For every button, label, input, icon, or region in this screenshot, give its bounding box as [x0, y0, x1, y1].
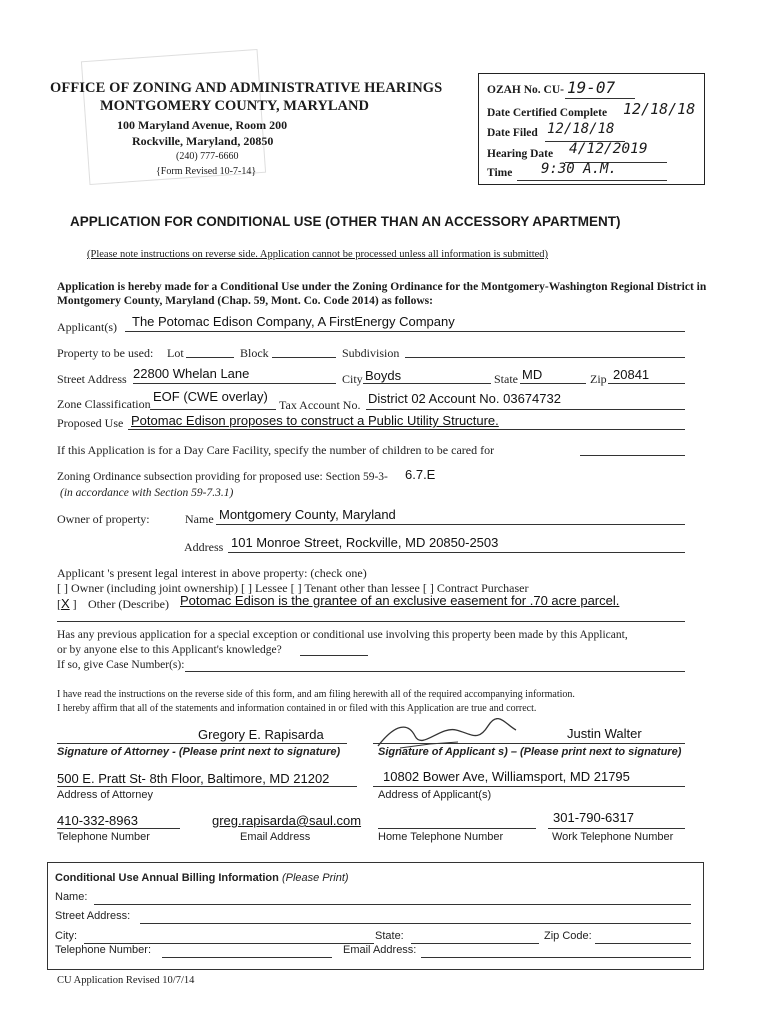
form-title: APPLICATION FOR CONDITIONAL USE (OTHER THAN AN ACCESSORY APARTMENT): [70, 214, 621, 229]
tax-account-label: Tax Account No.: [279, 398, 361, 412]
billing-info-box: [47, 862, 704, 970]
date-filed-label: Date Filed: [487, 127, 538, 139]
office-title: OFFICE OF ZONING AND ADMINISTRATIVE HEARINGS: [50, 80, 443, 96]
zip-value[interactable]: 20841: [613, 367, 650, 382]
applicant-address-caption: Address of Applicant(s): [378, 789, 492, 801]
city-label: City: [342, 372, 363, 386]
phone-caption: Telephone Number: [57, 831, 150, 843]
applicant-signature-caption: Signature of Applicant s) – (Please print next to signature): [378, 746, 682, 758]
time-value: 9:30 A.M.: [541, 161, 617, 177]
office-address-line2: Rockville, Maryland, 20850: [132, 134, 274, 148]
previous-application-question: Has any previous application for a special exception or conditional use involving this property been made by this Applicant,: [57, 629, 628, 641]
billing-title: Conditional Use Annual Billing Information (Please Print): [55, 872, 349, 884]
attorney-address-caption: Address of Attorney: [57, 789, 153, 801]
attorney-signature-caption: Signature of Attorney - (Please print next to signature): [57, 746, 341, 758]
previous-application-question-2: or by anyone else to this Applicant's knowledge?: [57, 644, 282, 656]
county-title: MONTGOMERY COUNTY, MARYLAND: [100, 98, 369, 114]
subdivision-label: Subdivision: [342, 346, 400, 360]
work-phone-value[interactable]: 301-790-6317: [553, 810, 634, 825]
billing-city-label: City:: [55, 930, 77, 942]
city-value[interactable]: Boyds: [365, 368, 402, 383]
hearing-date-label: Hearing Date: [487, 148, 554, 160]
instructions-note: (Please note instructions on reverse side. Application cannot be processed unless all information is submitted): [87, 249, 549, 260]
billing-street-label: Street Address:: [55, 910, 131, 922]
state-value[interactable]: MD: [522, 367, 543, 382]
zone-classification-label: Zone Classification: [57, 397, 151, 411]
billing-zip-field[interactable]: [595, 943, 691, 944]
billing-state-field[interactable]: [411, 943, 539, 944]
attorney-printed-name[interactable]: Gregory E. Rapisarda: [198, 727, 324, 742]
day-care-question: If this Application is for a Day Care Facility, specify the number of children to be cared for: [57, 443, 495, 457]
zoning-subsection-value[interactable]: 6.7.E: [405, 467, 436, 482]
billing-street-field[interactable]: [140, 923, 691, 924]
ozah-no-value: 19-07: [567, 78, 616, 97]
billing-phone-field[interactable]: [162, 957, 332, 958]
ozah-info-box: [478, 73, 705, 185]
intro-paragraph: Application is hereby made for a Conditional Use under the Zoning Ordinance for the Montgomery-Washington Regional District in Montgomery County, Maryland (Chap. 59, Mont. Co. Code 2014) as follows:: [57, 281, 707, 307]
applicant-address-value[interactable]: 10802 Bower Ave, Williamsport, MD 21795: [383, 769, 630, 784]
other-checkbox[interactable]: [X ]: [57, 596, 77, 611]
date-certified-value: 12/18/18: [623, 100, 696, 118]
applicant-label: Applicant(s): [57, 320, 117, 334]
attorney-address-value[interactable]: 500 E. Pratt St- 8th Floor, Baltimore, MD 21202: [57, 771, 330, 786]
owner-label: Owner of property:: [57, 512, 150, 526]
billing-state-label: State:: [375, 930, 404, 942]
date-filed-value: 12/18/18: [547, 121, 615, 137]
billing-name-label: Name:: [55, 891, 88, 903]
lot-label: Lot: [167, 346, 184, 360]
received-stamp: [81, 49, 266, 185]
home-phone-caption: Home Telephone Number: [378, 831, 504, 843]
legal-interest-options[interactable]: [ ] Owner (including joint ownership) [ ] Lessee [ ] Tenant other than lessee [ ] Contract Purchaser: [57, 581, 529, 595]
street-address-value[interactable]: 22800 Whelan Lane: [133, 366, 250, 381]
applicant-value[interactable]: The Potomac Edison Company, A FirstEnergy Company: [132, 314, 455, 329]
other-checkbox-mark: X: [61, 596, 70, 611]
owner-name-label: Name: [185, 512, 214, 526]
billing-email-label: Email Address:: [343, 944, 417, 956]
proposed-use-value[interactable]: Potomac Edison proposes to construct a Public Utility Structure.: [131, 413, 499, 428]
street-address-label: Street Address: [57, 372, 127, 386]
owner-name-value[interactable]: Montgomery County, Maryland: [219, 507, 396, 522]
form-revised: {Form Revised 10-7-14}: [156, 166, 257, 177]
zip-label: Zip: [590, 372, 607, 386]
hearing-date-value: 4/12/2019: [569, 141, 648, 157]
footer-revision: CU Application Revised 10/7/14: [57, 975, 195, 986]
office-phone: (240) 777-6660: [176, 151, 239, 162]
applicant-printed-name[interactable]: Justin Walter: [567, 726, 642, 741]
affirmation-line1: I have read the instructions on the reverse side of this form, and am filing herewith all of the required accompanying information.: [57, 689, 575, 700]
other-describe-label: Other (Describe): [88, 597, 169, 611]
legal-interest-label: Applicant 's present legal interest in above property: (check one): [57, 566, 367, 580]
billing-name-field[interactable]: [94, 904, 691, 905]
block-label: Block: [240, 346, 269, 360]
billing-email-field[interactable]: [421, 957, 691, 958]
state-label: State: [494, 372, 518, 386]
proposed-use-label: Proposed Use: [57, 416, 124, 430]
email-caption: Email Address: [240, 831, 311, 843]
attorney-email-value[interactable]: greg.rapisarda@saul.com: [212, 813, 362, 828]
ozah-no-label: OZAH No. CU-: [487, 84, 564, 96]
owner-address-value[interactable]: 101 Monroe Street, Rockville, MD 20850-2503: [231, 535, 499, 550]
zone-classification-value[interactable]: EOF (CWE overlay): [153, 389, 268, 404]
billing-title-note: (Please Print): [281, 872, 349, 884]
date-certified-label: Date Certified Complete: [487, 107, 608, 119]
billing-zip-label: Zip Code:: [544, 930, 592, 942]
billing-phone-label: Telephone Number:: [55, 944, 152, 956]
other-describe-value[interactable]: Potomac Edison is the grantee of an exclusive easement for .70 acre parcel.: [180, 593, 620, 608]
property-label: Property to be used:: [57, 346, 154, 360]
affirmation-line2: I hereby affirm that all of the statements and information contained in or filed with this Application are true and correct.: [57, 703, 537, 714]
office-address-line1: 100 Maryland Avenue, Room 200: [117, 118, 288, 132]
owner-address-label: Address: [184, 540, 224, 554]
time-label: Time: [487, 167, 513, 179]
tax-account-value[interactable]: District 02 Account No. 03674732: [368, 391, 561, 406]
zoning-subsection-label: Zoning Ordinance subsection providing for proposed use: Section 59-3-: [57, 471, 388, 483]
zoning-accordance-note: (in accordance with Section 59-7.3.1): [60, 487, 234, 499]
case-number-label: If so, give Case Number(s):: [57, 659, 185, 671]
work-phone-caption: Work Telephone Number: [552, 831, 674, 843]
attorney-phone-value[interactable]: 410-332-8963: [57, 813, 138, 828]
